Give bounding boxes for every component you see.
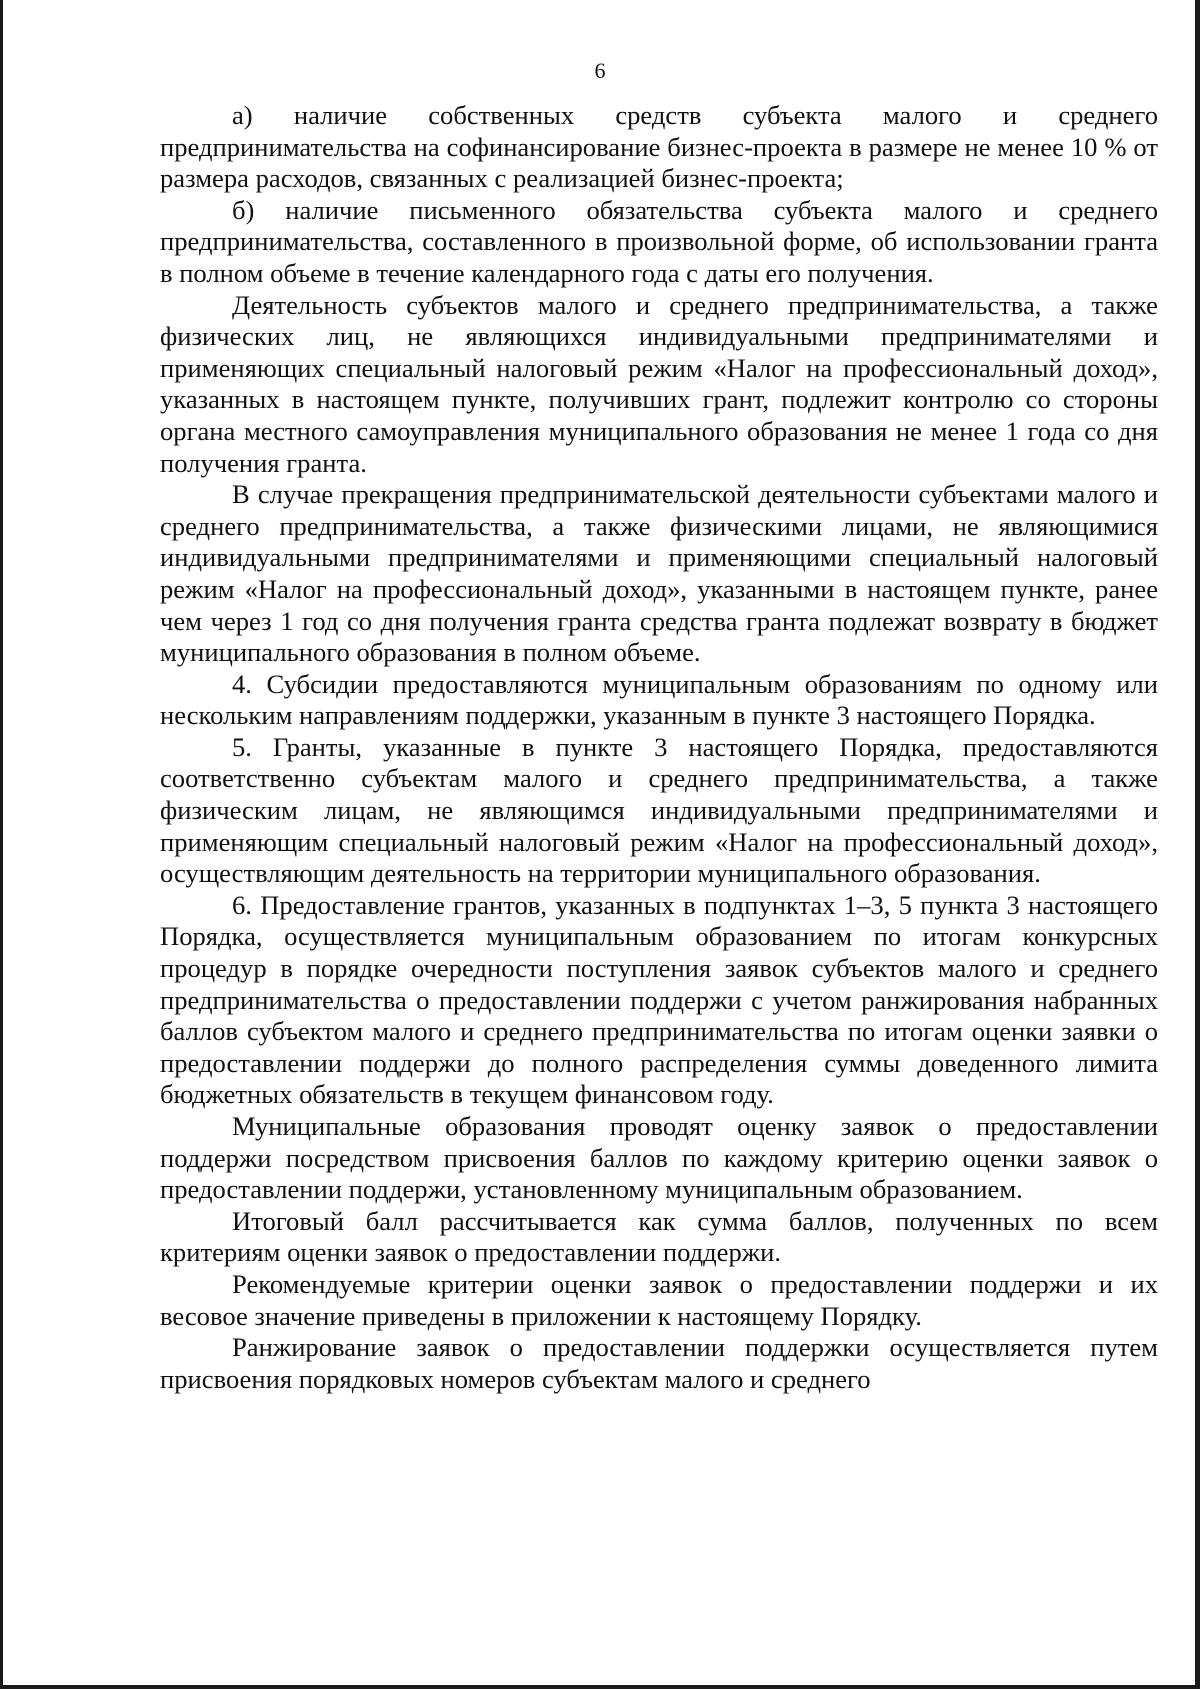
page-number: 6 [594, 58, 606, 83]
scan-edge-right [1195, 0, 1200, 1689]
paragraph-item-4: 4. Субсидии предоставляются муниципальным образованиям по одному или нескольким направлениям поддержки, указанным в пункте 3 настоящего Порядка. [160, 668, 1158, 731]
paragraph-total-score: Итоговый балл рассчитывается как сумма баллов, полученных по всем критериям оценки заявок о предоставлении поддержи. [160, 1205, 1158, 1268]
paragraph-a: а) наличие собственных средств субъекта малого и среднего предпринимательства на софинансирование бизнес-проекта в размере не менее 10 % от размера расходов, связанных с реализацией бизнес-проекта; [160, 100, 1158, 194]
paragraph-ranking: Ранжирование заявок о предоставлении поддержки осуществляется путем присвоения порядковых номеров субъектам малого и среднего [160, 1332, 1158, 1394]
paragraph-item-5: 5. Гранты, указанные в пункте 3 настоящего Порядка, предоставляются соответственно субъектам малого и среднего предпринимательства, а также физическим лицам, не являющимся индивидуальными предпринимателями и применяющим специальный налоговый режим «Налог на профессиональный доход», осуществляющим деятельность на территории муниципального образования. [160, 731, 1158, 889]
scan-edge-left [0, 0, 3, 1689]
scan-edge-bottom [0, 1685, 1200, 1689]
document-body [160, 100, 1158, 1395]
paragraph-b: б) наличие письменного обязательства субъекта малого и среднего предпринимательства, составленного в произвольной форме, об использовании гранта в полном объеме в течение календарного года с даты его получения. [160, 194, 1158, 288]
paragraph-control: Деятельность субъектов малого и среднего предпринимательства, а также физических лиц, не являющихся индивидуальными предпринимателями и применяющих специальный налоговый режим «Налог на профессиональный доход», указанных в настоящем пункте, получивших грант, подлежит контролю со стороны органа местного самоуправления муниципального образования не менее 1 года со дня получения гранта. [160, 289, 1158, 478]
paragraph-criteria: Рекомендуемые критерии оценки заявок о предоставлении поддержи и их весовое значение приведены в приложении к настоящему Порядку. [160, 1268, 1158, 1331]
paragraph-evaluation: Муниципальные образования проводят оценку заявок о предоставлении поддержи посредством присвоения баллов по каждому критерию оценки заявок о предоставлении поддержи, установленному муниципальным образованием. [160, 1111, 1158, 1205]
paragraph-termination: В случае прекращения предпринимательской деятельности субъектами малого и среднего предпринимательства, а также физическими лицами, не являющимися индивидуальными предпринимателями и применяющими специальный налоговый режим «Налог на профессиональный доход», указанными в настоящем пункте, ранее чем через 1 год со дня получения гранта средства гранта подлежат возврату в бюджет муниципального образования в полном объеме. [160, 479, 1158, 668]
paragraph-item-6: 6. Предоставление грантов, указанных в подпунктах 1–3, 5 пункта 3 настоящего Порядка, осуществляется муниципальным образованием по итогам конкурсных процедур в порядке очередности поступления заявок субъектов малого и среднего предпринимательства о предоставлении поддержи с учетом ранжирования набранных баллов субъектом малого и среднего предпринимательства по итогам оценки заявки о предоставлении поддержи до полного распределения суммы доведенного лимита бюджетных обязательств в текущем финансовом году. [160, 889, 1158, 1110]
